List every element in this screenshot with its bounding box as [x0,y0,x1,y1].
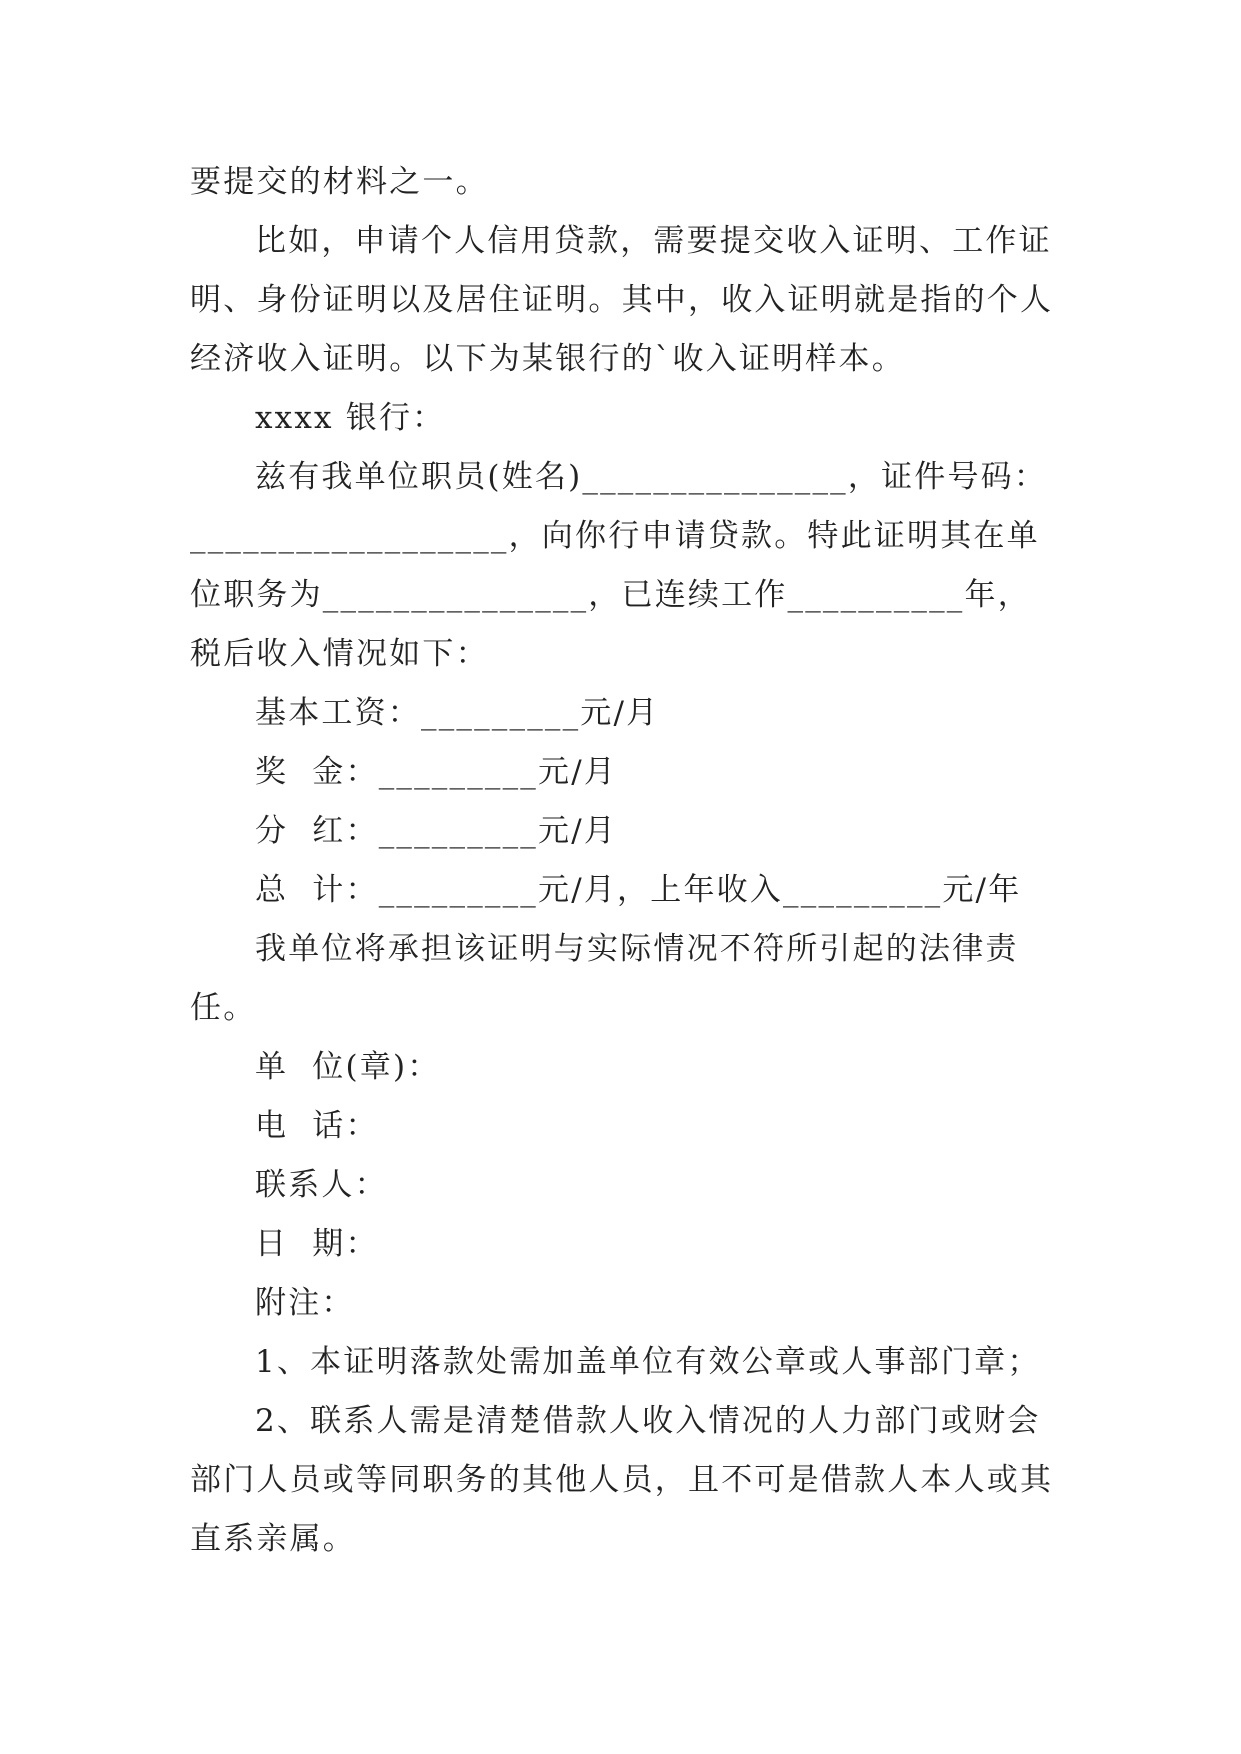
total-line: 总 计：_________元/月，上年收入_________元/年 [255,872,1022,908]
bank-salutation: xxxx 银行： [255,400,446,436]
note-1: 1、本证明落款处需加盖单位有效公章或人事部门章； [255,1344,1041,1380]
paragraph-line-4: 经济收入证明。以下为某银行的`收入证明样本。 [190,341,905,377]
certificate-line-2: __________________，向你行申请贷款。特此证明其在单 [190,518,1040,554]
bonus-line: 奖 金：_________元/月 [255,754,618,790]
liability-line-2: 任。 [190,990,257,1026]
phone-field: 电 话： [255,1108,379,1144]
certificate-line-4: 税后收入情况如下： [190,636,489,672]
basic-salary-line: 基本工资：_________元/月 [255,695,660,731]
note-2-line-3: 直系亲属。 [190,1521,356,1557]
date-field: 日 期： [255,1226,379,1262]
paragraph-line-3: 明、身份证明以及居住证明。其中，收入证明就是指的个人 [190,282,1054,318]
notes-heading: 附注： [255,1285,355,1321]
note-2-line-2: 部门人员或等同职务的其他人员，且不可是借款人本人或其 [190,1462,1054,1498]
paragraph-line-2: 比如，申请个人信用贷款，需要提交收入证明、工作证 [255,223,1052,259]
contact-person-field: 联系人： [255,1167,388,1203]
unit-seal-field: 单 位(章)： [255,1049,441,1085]
certificate-line-3: 位职务为_______________，已连续工作__________年， [190,577,1031,613]
note-2-line-1: 2、联系人需是清楚借款人收入情况的人力部门或财会 [255,1403,1041,1439]
dividend-line: 分 红：_________元/月 [255,813,618,849]
paragraph-line-1: 要提交的材料之一。 [190,164,489,200]
certificate-line-1: 兹有我单位职员(姓名)_______________，证件号码： [255,459,1048,495]
liability-line-1: 我单位将承担该证明与实际情况不符所引起的法律责 [255,931,1019,967]
